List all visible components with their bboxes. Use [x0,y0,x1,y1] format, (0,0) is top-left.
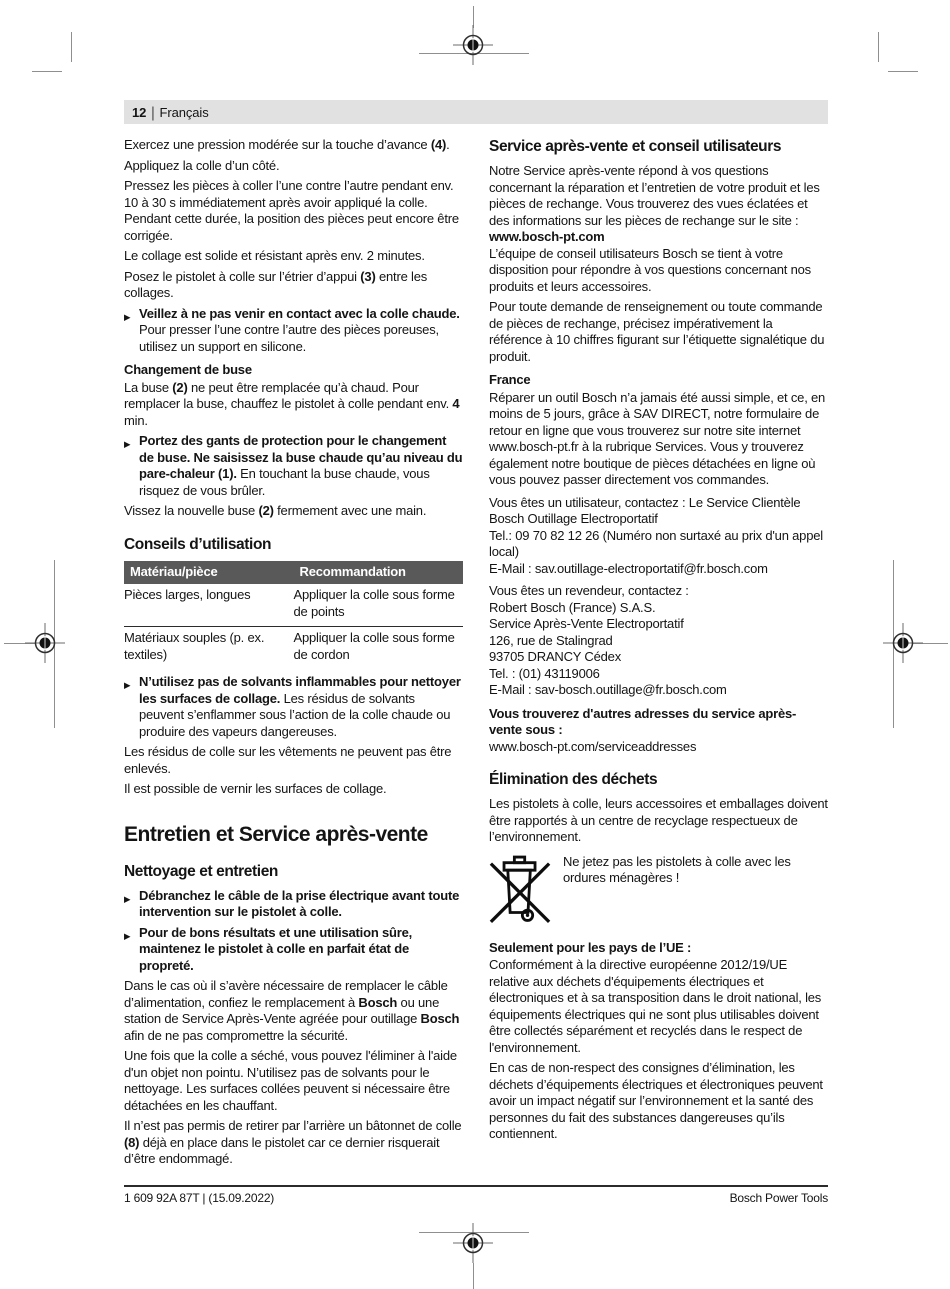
table-header-recommendation: Recommandation [294,561,464,585]
bullet-text: Pour de bons résultats et une utilisation sûre, maintenez le pistolet à colle en parfait état de propreté. [139,924,413,973]
paragraph-service-intro: Notre Service après-vente répond à vos questions concernant la réparation et l’entretien de votre produit et les pièces de rechange. Vous trouverez des vues éclatées et des informations sur les pièces de rechange sur le site : [489,163,820,228]
table-header-row [124,561,463,585]
triangle-bullet-icon: ▶ [124,680,131,690]
paragraph-cable-replacement: Dans le cas où il s’avère nécessaire de remplacer le câble d’alimentation, confiez le remplacement à Bosch ou une station de Service Après-Vente agréée pour outillage Bosch afin de ne pas compromettre la sécurité. [124,978,460,1043]
footer-rule [124,1185,828,1187]
paragraph-press-pieces: Pressez les pièces à coller l’une contre l’autre pendant env. 10 à 30 s immédiatement après avoir appliqué la colle. Pendant cette durée, la position des pièces peut encore être corrigée. [124,178,459,243]
registration-target-top-icon [453,25,493,65]
triangle-bullet-icon: ▶ [124,893,131,904]
section-title-disposal: Élimination des déchets [489,771,658,788]
dealer-contact-block: Vous êtes un revendeur, contactez : Robert Bosch (France) S.A.S. Service Après-Vente Electroportatif 126, rue de Stalingrad 93705 DRANCY Cédex Tel. : (01) 43119006 E-Mail : sav-bosch.outillage@fr.bosch.com [489,583,727,697]
paragraph-disposal-intro: Les pistolets à colle, leurs accessoires et emballages doivent être rapportés à un centre de recyclage respectueux de l’environnement. [489,796,828,844]
subheading-nozzle-change: Changement de buse [124,362,252,377]
subheading-eu-only: Seulement pour les pays de l’UE : [489,939,692,955]
section-title-after-sales: Service après-vente et conseil utilisateurs [489,138,782,155]
table-row [124,627,463,670]
triangle-bullet-icon: ▶ [124,930,131,941]
table-cell-recommendation: Appliquer la colle sous forme de points [293,587,455,619]
paragraph-varnish: Il est possible de vernir les surfaces de collage. [124,781,387,796]
paragraph-eu-directive: Conformément à la directive européenne 2012/19/UE relative aux déchets d'équipements électriques et électroniques et à sa transposition dans le droit national, les équipements électriques qui ne sont plus utilisables doivent être collectés séparément et recyclés dans le respect de l'environnement. [489,957,822,1055]
crop-mark-top-right-horizontal [888,71,918,72]
paragraph-glue-stick-removal: Il n’est pas permis de retirer par l’arrière un bâtonnet de colle (8) déjà en place dans le pistolet car ce dernier risquerait d’être endommagé. [124,1118,462,1166]
weee-crossed-bin-icon [489,852,551,926]
paragraph-reference-number: Pour toute demande de renseignement ou toute commande de pièces de rechange, précisez impérativement la référence à 10 chiffres figurant sur l’étiquette signalétique du produit. [489,299,825,364]
paragraph-apply-glue: Appliquez la colle d’un côté. [124,157,280,173]
table-cell-material: Pièces larges, longues [124,587,251,602]
safety-bullet-solvents [124,674,463,740]
paragraph-dried-glue: Une fois que la colle a séché, vous pouvez l'éliminer à l'aide d'un objet non pointu. N’utilisez pas de solvants pour le nettoyage. Les surfaces collées peuvent si nécessaire être détachées en les chauffant. [124,1048,457,1113]
registration-target-bottom-icon [453,1223,493,1263]
paragraph-service-team: L’équipe de conseil utilisateurs Bosch se tient à votre disposition pour répondre à vos questions concernant nos produits et leurs accessoires. [489,245,811,294]
paragraph-screw-nozzle: Vissez la nouvelle buse (2) fermement avec une main. [124,503,427,518]
crop-mark-top-left-horizontal [32,71,62,72]
page-header [124,100,828,124]
paragraph-nozzle-hot: La buse (2) ne peut être remplacée qu’à chaud. Pour remplacer la buse, chauffez le pistolet à colle pendant env. 4 min. [124,379,460,428]
disposal-note-text: Ne jetez pas les pistolets à colle avec les ordures ménagères ! [563,853,791,885]
triangle-bullet-icon: ▶ [124,311,131,322]
page-number: 12 [132,104,147,120]
registration-rule-bottom-vertical [473,1263,474,1289]
page-body [124,137,828,1172]
safety-bullet-keep-clean [124,925,463,975]
bullet-text: Portez des gants de protection pour le changement de buse. Ne saisissez la buse chaude qu’au niveau du pare-chaleur (1). En touchant la buse chaude, vous risquez de vous brûler. [139,433,463,498]
bosch-pt-url: www.bosch-pt.com [489,229,605,244]
registration-target-left-icon [25,623,65,663]
document-number: 1 609 92A 87T | (15.09.2022) [124,1191,275,1205]
bullet-text: N’utilisez pas de solvants inflammables pour nettoyer les surfaces de collage. Les résidus de solvants peuvent s’enflammer sous l’action de la colle chaude ou produire des vapeurs dangereuses. [139,674,461,739]
paragraph-advance-button: Exercez une pression modérée sur la touche d’avance (4). [124,137,450,152]
table-cell-material: Matériaux souples (p. ex. textiles) [124,627,294,670]
page-footer [124,1191,828,1205]
disposal-note [489,852,828,926]
table-header-material: Matériau/pièce [124,561,294,585]
table-row [124,584,463,627]
paragraph-solid-bond: Le collage est solide et résistant après env. 2 minutes. [124,248,425,263]
service-addresses-url: www.bosch-pt.com/serviceaddresses [489,738,697,754]
other-addresses-note: Vous trouverez d'autres adresses du service après-vente sous : [489,705,797,737]
registration-target-right-icon [883,623,923,663]
section-title-usage-tips: Conseils d’utilisation [124,535,272,553]
header-divider: | [151,103,155,121]
section-title-cleaning: Nettoyage et entretien [124,862,278,880]
safety-bullet-unplug [124,888,463,921]
footer-brand: Bosch Power Tools [729,1191,828,1205]
subheading-france: France [489,372,531,387]
safety-bullet-gloves [124,433,463,499]
triangle-bullet-icon: ▶ [124,439,131,449]
crop-mark-top-left-vertical [71,32,72,62]
safety-bullet-hot-glue [124,306,463,356]
left-column [124,137,463,1172]
chapter-title-maintenance: Entretien et Service après-vente [124,822,428,846]
table-cell-recommendation: Appliquer la colle sous forme de cordon [294,627,464,670]
usage-tips-table [124,561,463,670]
crop-mark-top-right-vertical [878,32,879,62]
paragraph-eu-impact: En cas de non-respect des consignes d’élimination, les déchets d’équipements électriques et électroniques peuvent avoir un impact négatif sur l’environnement et la santé des personnes du fait des substances dangereuses qu’ils contiennent. [489,1060,823,1141]
paragraph-france-sav: Réparer un outil Bosch n’a jamais été aussi simple, et ce, en moins de 5 jours, grâce à SAV DIRECT, notre formulaire de retour en ligne que vous trouverez sur notre site internet www.bosch-pt.fr à la rubrique Services. Vous y trouverez également notre boutique de pièces détachées en ligne où vous pouvez passer directement vos commandes. [489,389,826,487]
header-language: Français [159,104,209,120]
bullet-text: Veillez à ne pas venir en contact avec la colle chaude. Pour presser l’une contre l’autre des pièces poreuses, utilisez un support en silicone. [139,305,460,354]
bullet-text: Débranchez le câble de la prise électrique avant toute intervention sur le pistolet à colle. [139,887,460,919]
user-contact-block: Vous êtes un utilisateur, contactez : Le Service Clientèle Bosch Outillage Electroportatif Tel.: 09 70 82 12 26 (Numéro non surtaxé au prix d'un appel local) E-Mail : sav.outillage-electroportatif@fr.bosch.com [489,494,823,576]
paragraph-residues-clothes: Les résidus de colle sur les vêtements ne peuvent pas être enlevés. [124,744,452,776]
paragraph-rest-bracket: Posez le pistolet à colle sur l’étrier d’appui (3) entre les collages. [124,268,428,300]
right-column [489,137,828,1172]
